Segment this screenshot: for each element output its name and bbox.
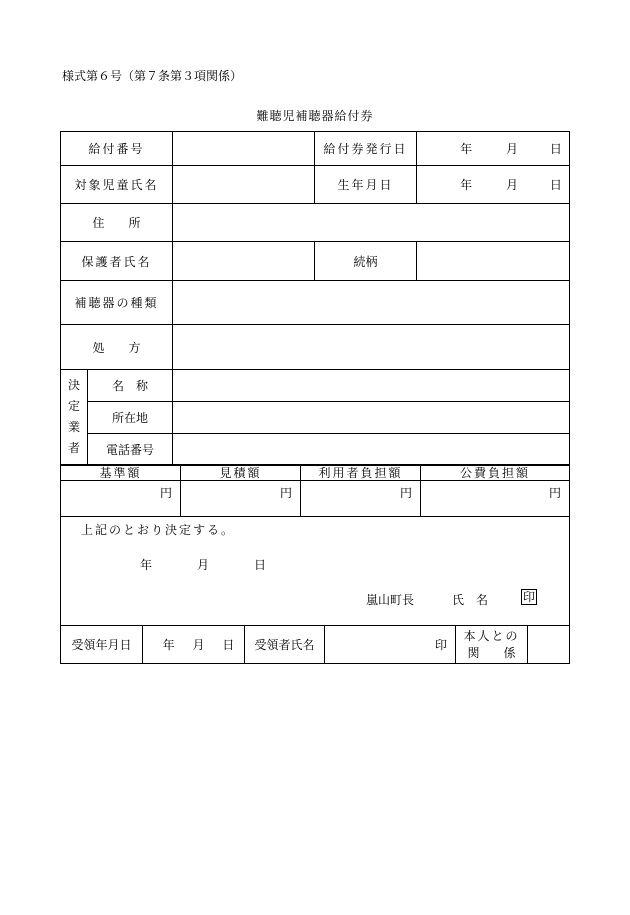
issuer-shimei-label: 氏 名 <box>452 593 489 607</box>
table-row <box>61 242 570 281</box>
amounts-table <box>60 465 570 517</box>
label-meisho: 名 称 <box>88 370 173 402</box>
day-label: 日 <box>549 142 562 156</box>
riyosha-futan-field[interactable]: 円 <box>301 481 421 517</box>
label-receipt-date: 受領年月日 <box>61 626 143 664</box>
decision-month-label: 月 <box>197 558 210 572</box>
zokugara-field[interactable] <box>417 242 570 281</box>
table-row <box>61 370 570 402</box>
relation-line1: 本人との <box>463 628 520 643</box>
label-denwa: 電話番号 <box>88 434 173 465</box>
receipt-table <box>60 625 570 664</box>
decision-section <box>60 517 570 625</box>
table-row <box>61 466 570 481</box>
issuer-title: 嵐山町長 <box>366 593 415 607</box>
label-shozaichi: 所在地 <box>88 402 173 434</box>
form-title: 難聴児補聴器給付券 <box>256 109 374 123</box>
table-row <box>61 132 570 166</box>
label-shurui: 補聴器の種類 <box>61 281 173 325</box>
seal-label: 印 <box>523 590 536 604</box>
mitsumorigaku-field[interactable]: 円 <box>181 481 301 517</box>
label-receipt-name: 受領者氏名 <box>245 626 325 664</box>
hogosha-field[interactable] <box>173 242 315 281</box>
label-shoho: 処 方 <box>61 325 173 370</box>
label-kyufu-bango: 給付番号 <box>61 132 173 166</box>
day-label: 日 <box>549 178 562 192</box>
month-label: 月 <box>506 142 519 156</box>
relation-line2: 関 係 <box>467 645 516 660</box>
year-label: 年 <box>162 638 175 652</box>
decision-year-label: 年 <box>140 558 153 572</box>
form-number-header: 様式第６号（第７条第３項関係） <box>62 69 243 83</box>
label-jusho: 住 所 <box>61 204 173 242</box>
year-label: 年 <box>460 178 473 192</box>
header-kohi-futan: 公費負担額 <box>421 466 570 481</box>
table-row <box>61 281 570 325</box>
kyufu-bango-field[interactable] <box>173 132 315 166</box>
taisho-jido-field[interactable] <box>173 166 315 204</box>
label-seinengappi: 生年月日 <box>315 166 417 204</box>
hakko-bi-field[interactable] <box>417 132 570 166</box>
issuer-seal-icon <box>521 589 537 605</box>
shoho-field[interactable] <box>173 325 570 370</box>
month-label: 月 <box>506 178 519 192</box>
receipt-name-field[interactable] <box>325 626 456 664</box>
header-riyosha-futan: 利用者負担額 <box>301 466 421 481</box>
meisho-field[interactable] <box>173 370 570 402</box>
receipt-date-field[interactable] <box>143 626 245 664</box>
shurui-field[interactable] <box>173 281 570 325</box>
shozaichi-field[interactable] <box>173 402 570 434</box>
year-label: 年 <box>460 142 473 156</box>
kohi-futan-field[interactable]: 円 <box>421 481 570 517</box>
denwa-field[interactable] <box>173 434 570 465</box>
label-hogosha: 保護者氏名 <box>61 242 173 281</box>
jusho-field[interactable] <box>173 204 570 242</box>
label-relation <box>456 626 528 664</box>
decision-day-label: 日 <box>254 558 267 572</box>
month-label: 月 <box>192 638 205 652</box>
label-kettei-gyosha <box>61 370 88 465</box>
table-row <box>61 402 570 434</box>
label-taisho-jido: 対象児童氏名 <box>61 166 173 204</box>
table-row <box>61 325 570 370</box>
label-hakko-bi: 給付券発行日 <box>315 132 417 166</box>
table-row <box>61 626 570 664</box>
header-kijungaku: 基準額 <box>61 466 181 481</box>
seinengappi-field[interactable] <box>417 166 570 204</box>
table-row <box>61 204 570 242</box>
header-mitsumorigaku: 見積額 <box>181 466 301 481</box>
decision-text: 上記のとおり決定する。 <box>81 523 236 537</box>
kettei-gyosha-text: 決定業者 <box>67 378 80 455</box>
table-row <box>61 434 570 465</box>
table-row <box>61 166 570 204</box>
kijungaku-field[interactable]: 円 <box>61 481 181 517</box>
relation-field[interactable] <box>528 626 570 664</box>
day-label: 日 <box>222 638 235 652</box>
table-row <box>61 481 570 517</box>
label-zokugara: 続柄 <box>315 242 417 281</box>
voucher-table <box>60 131 570 465</box>
receipt-seal-label: 印 <box>434 638 447 652</box>
